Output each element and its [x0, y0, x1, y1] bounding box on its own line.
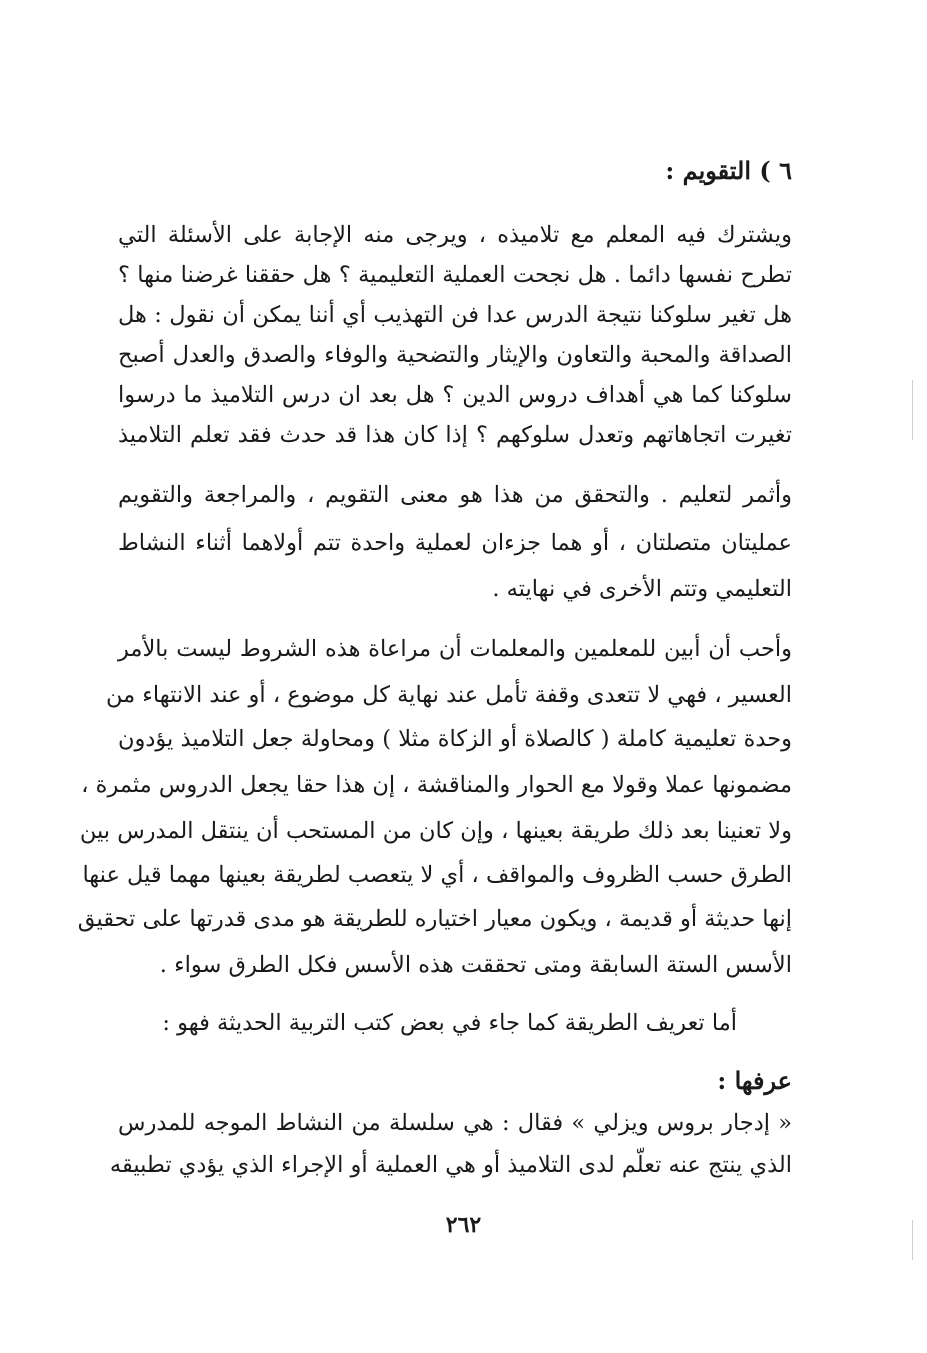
section-number: ٦ )	[759, 156, 792, 185]
paragraph-2-line: العسير ، فهي لا تتعدى وقفة تأمل عند نهاية كل موضوع ، أو عند الانتهاء من	[105, 682, 792, 708]
scan-edge-mark	[912, 1220, 913, 1260]
paragraph-2-line: الطرق حسب الظروف والمواقف ، أي لا يتعصب لطريقة بعينها مهما قيل عنها	[82, 862, 792, 888]
paragraph-1-line: سلوكنا كما هي أهداف دروس الدين ؟ هل بعد ان درس التلاميذ ما درسوا	[118, 382, 792, 408]
subheading: عرفها :	[717, 1066, 792, 1095]
paragraph-1-last-line: التعليمي وتتم الأخرى في نهايته .	[492, 576, 792, 602]
paragraph-1-line: الصداقة والمحبة والتعاون والإيثار والتضحية والوفاء والصدق والعدل أصبح	[118, 342, 792, 368]
paragraph-4-line: « إدجار بروس ويزلي » فقال : هي سلسلة من النشاط الموجه للمدرس	[118, 1110, 792, 1136]
paragraph-2-line: وأحب أن أبين للمعلمين والمعلمات أن مراعاة هذه الشروط ليست بالأمر	[118, 636, 792, 662]
paragraph-2-line: إنها حديثة أو قديمة ، ويكون معيار اختياره للطريقة هو مدى قدرتها على تحقيق	[77, 906, 792, 932]
paragraph-1-line: عمليتان متصلتان ، أو هما جزءان لعملية واحدة تتم أولاهما أثناء النشاط	[118, 530, 792, 556]
page-number: ٢٦٢	[445, 1212, 482, 1238]
paragraph-1-line: تغيرت اتجاهاتهم وتعدل سلوكهم ؟ إذا كان هذا قد حدث فقد تعلم التلاميذ	[118, 422, 792, 448]
paragraph-2-line: ولا تعنينا بعد ذلك طريقة بعينها ، وإن كان من المستحب أن ينتقل المدرس بين	[79, 818, 792, 844]
paragraph-1-line: تطرح نفسها دائما . هل نجحت العملية التعليمية ؟ هل حققنا غرضنا منها ؟	[118, 262, 792, 288]
paragraph-4-line: الذي ينتج عنه تعلّم لدى التلاميذ أو هي العملية أو الإجراء الذي يؤدي تطبيقه	[109, 1152, 792, 1178]
section-title: التقويم :	[665, 156, 752, 185]
paragraph-2-line: وحدة تعليمية كاملة ( كالصلاة أو الزكاة مثلا ) ومحاولة جعل التلاميذ يؤدون	[118, 726, 792, 752]
paragraph-3: أما تعريف الطريقة كما جاء في بعض كتب التربية الحديثة فهو :	[162, 1010, 737, 1036]
paragraph-2-last-line: الأسس الستة السابقة ومتى تحققت هذه الأسس فكل الطرق سواء .	[159, 952, 792, 978]
paragraph-1-line: هل تغير سلوكنا نتيجة الدرس عدا فن التهذيب أي أننا يمكن أن نقول : هل	[118, 302, 792, 328]
scan-edge-mark	[912, 380, 913, 440]
paragraph-1-line: وأثمر لتعليم . والتحقق من هذا هو معنى التقويم ، والمراجعة والتقويم	[118, 482, 792, 508]
paragraph-2-line: مضمونها عملا وقولا مع الحوار والمناقشة ، إن هذا حقا يجعل الدروس مثمرة ،	[81, 772, 792, 798]
section-heading	[665, 156, 792, 186]
paragraph-1-line: ويشترك فيه المعلم مع تلاميذه ، ويرجى منه الإجابة على الأسئلة التي	[118, 222, 792, 248]
